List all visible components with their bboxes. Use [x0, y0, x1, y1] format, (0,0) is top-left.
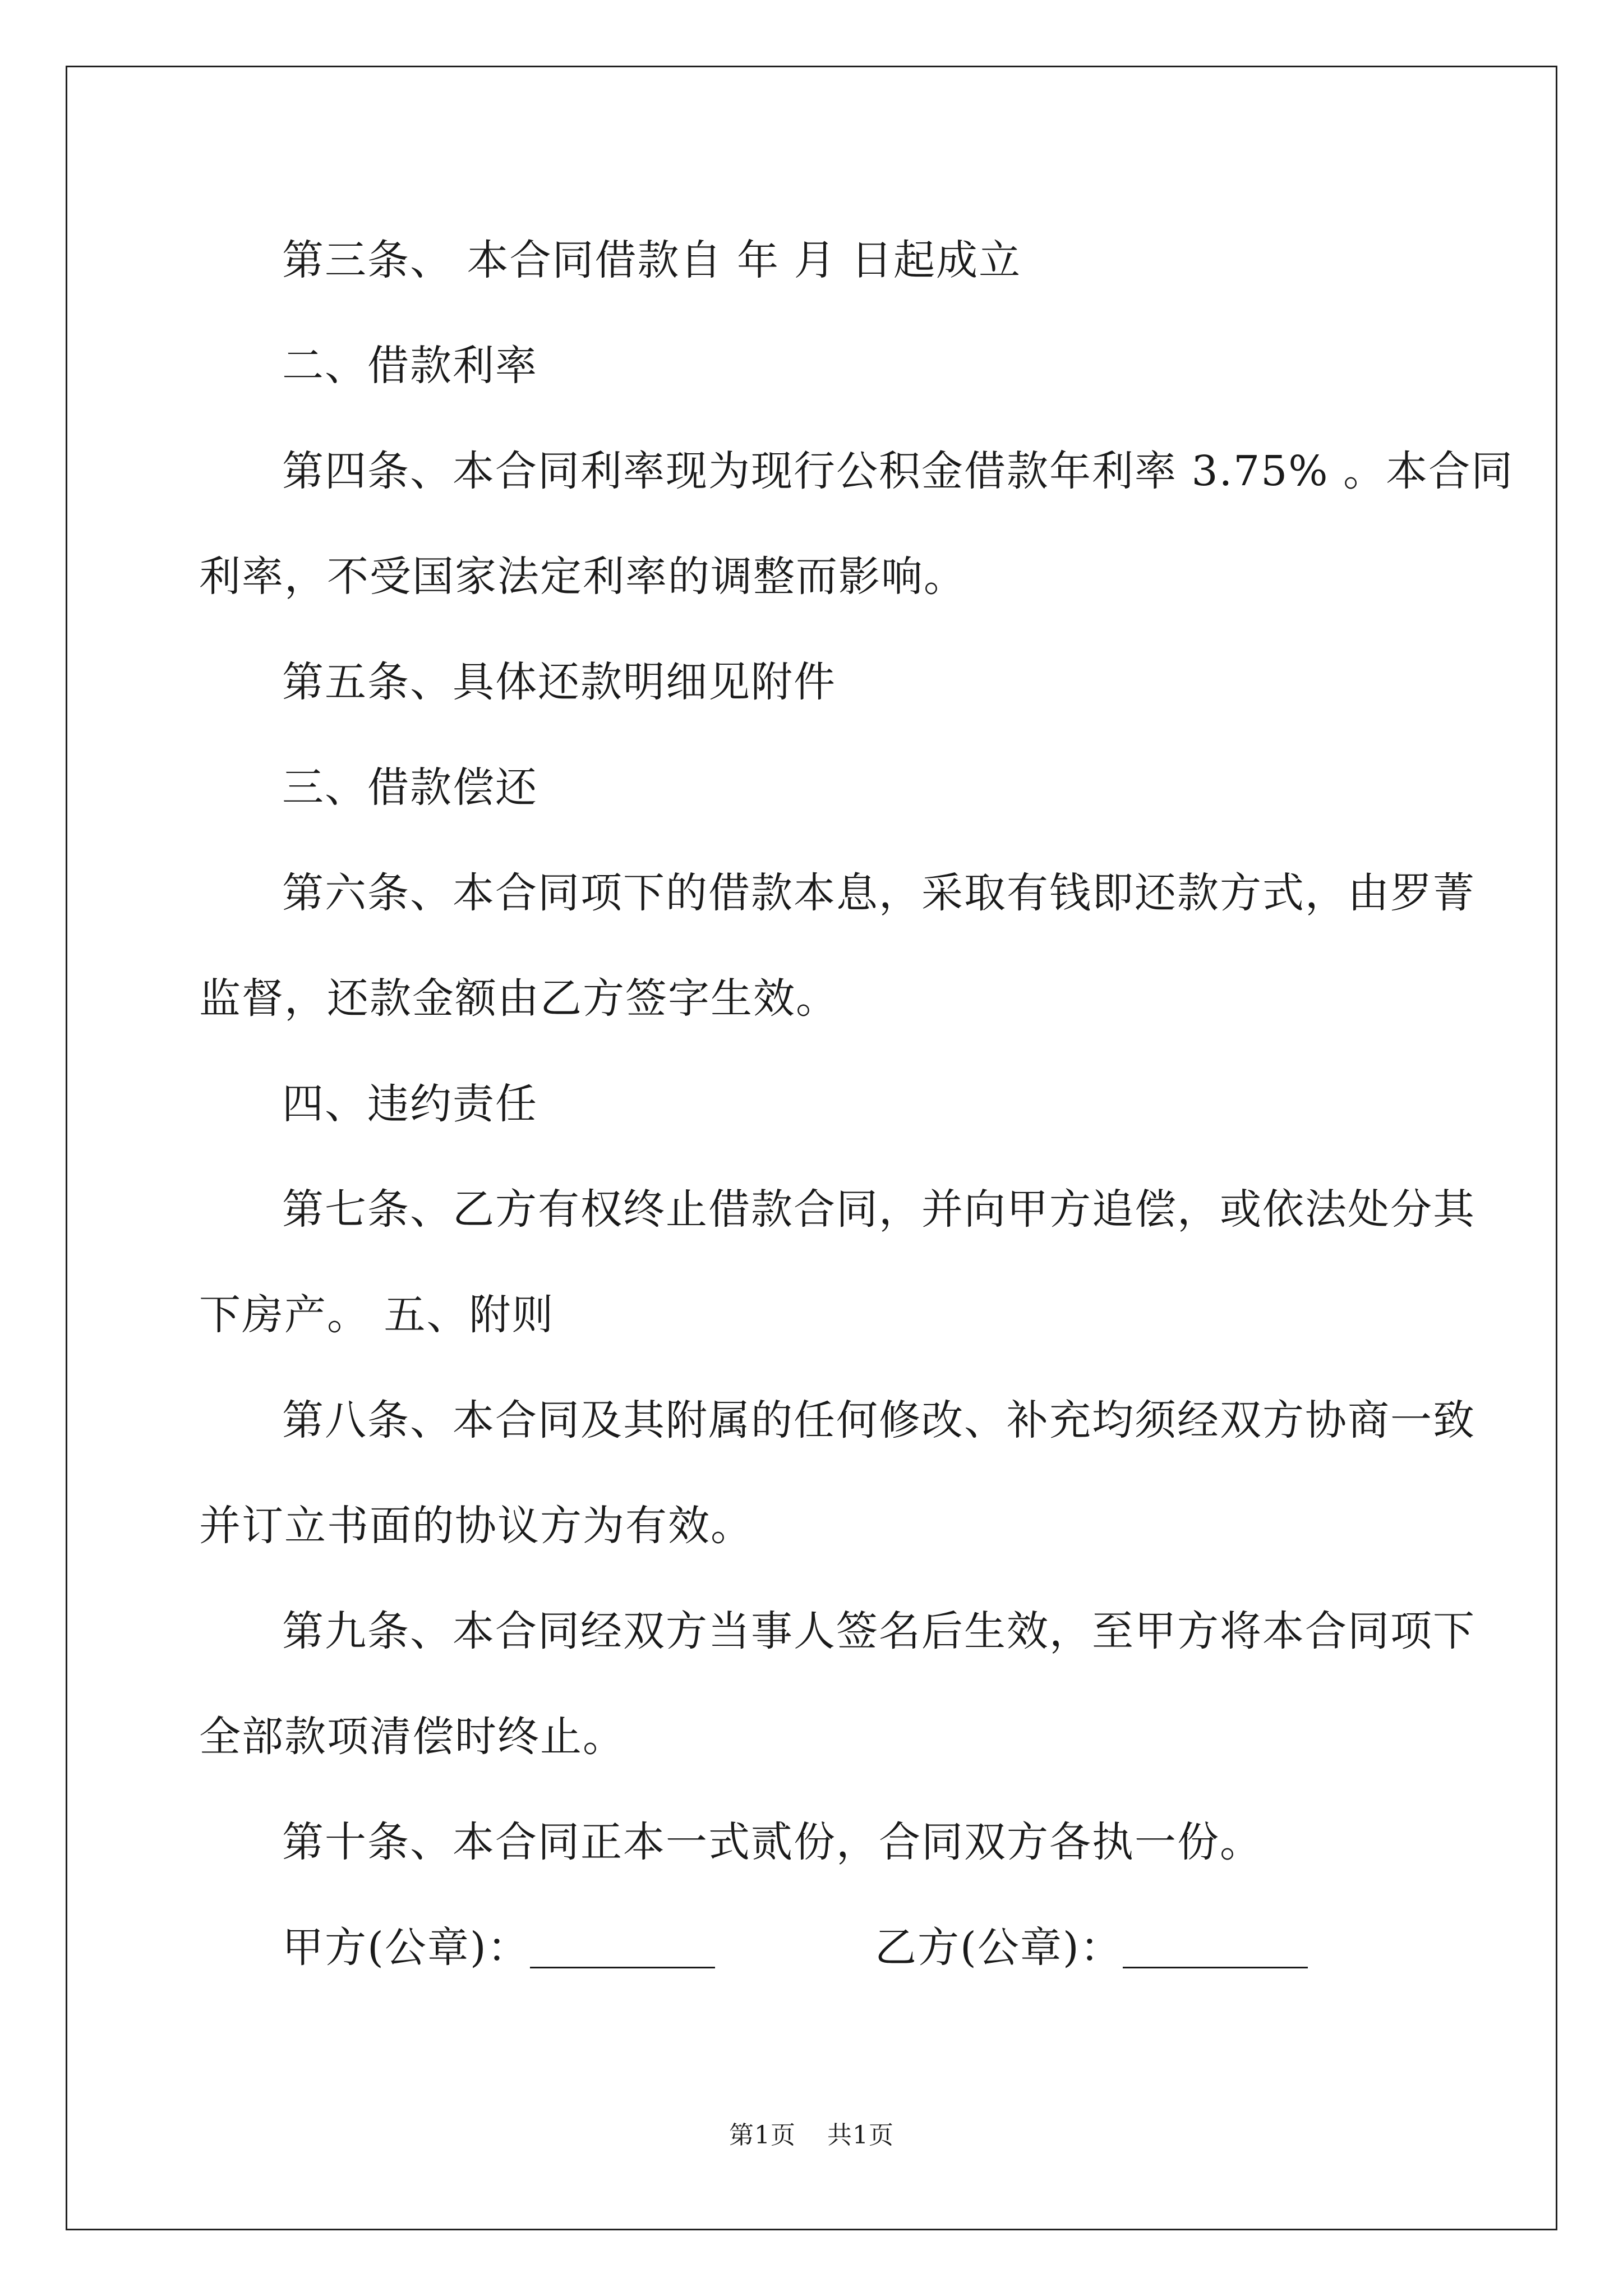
- text-line: 第五条、具体还款明细见附件: [282, 658, 836, 706]
- party-b-signature-blank: [1123, 1967, 1308, 1968]
- party-a-signature: [282, 1895, 715, 2000]
- clause-3: [199, 208, 1433, 313]
- text-line: 二、借款利率: [282, 342, 538, 390]
- text-line: 第九条、本合同经双方当事人签名后生效，至甲方将本合同项下: [282, 1607, 1476, 1655]
- text-line: 并订立书面的协议方为有效。: [199, 1502, 753, 1550]
- section-2-heading: [199, 313, 1433, 418]
- party-a-signature-blank: [530, 1967, 715, 1968]
- clause-8: [199, 1368, 1476, 1579]
- text-line: 监督，还款金额由乙方签字生效。: [199, 974, 838, 1023]
- party-b-label: 乙方(公章)：: [875, 1924, 1123, 1972]
- text-line: 三、借款偿还: [282, 763, 538, 812]
- page-total: 共1页: [827, 2121, 894, 2150]
- text-line: 利率，不受国家法定利率的调整而影响。: [199, 553, 966, 601]
- clause-9: [199, 1579, 1476, 1789]
- section-3-heading: [199, 735, 1433, 840]
- page-number: 第1页: [729, 2121, 796, 2150]
- clause-4: [199, 418, 1514, 629]
- text-line: 第四条、本合同利率现为现行公积金借款年利率 3.75% 。本合同: [282, 447, 1514, 495]
- text-line: 第八条、本合同及其附属的任何修改、补充均须经双方协商一致: [282, 1396, 1476, 1444]
- text-line: 下房产。 五、附则: [199, 1291, 555, 1339]
- text-line: 全部款项清偿时终止。: [199, 1713, 625, 1761]
- page-footer: [0, 2115, 1623, 2151]
- party-a-label: 甲方(公章)：: [282, 1924, 530, 1972]
- party-b-signature: [875, 1895, 1308, 2000]
- text-line: 第六条、本合同项下的借款本息，采取有钱即还款方式，由罗菁: [282, 869, 1476, 917]
- text-line: 第三条、 本合同借款自 年 月 日起成立: [282, 236, 1022, 284]
- clause-6: [199, 840, 1476, 1051]
- section-4-heading: [199, 1051, 1433, 1157]
- clause-5: [199, 629, 1433, 735]
- document-body: [199, 208, 1514, 2000]
- text-line: 第十条、本合同正本一式贰份，合同双方各执一份。: [282, 1818, 1262, 1866]
- clause-10: [199, 1789, 1433, 1895]
- text-line: 四、违约责任: [282, 1080, 538, 1128]
- clause-7: [199, 1157, 1476, 1368]
- signature-row: [199, 1895, 1433, 2000]
- text-line: 第七条、乙方有权终止借款合同，并向甲方追偿，或依法处分其: [282, 1185, 1476, 1234]
